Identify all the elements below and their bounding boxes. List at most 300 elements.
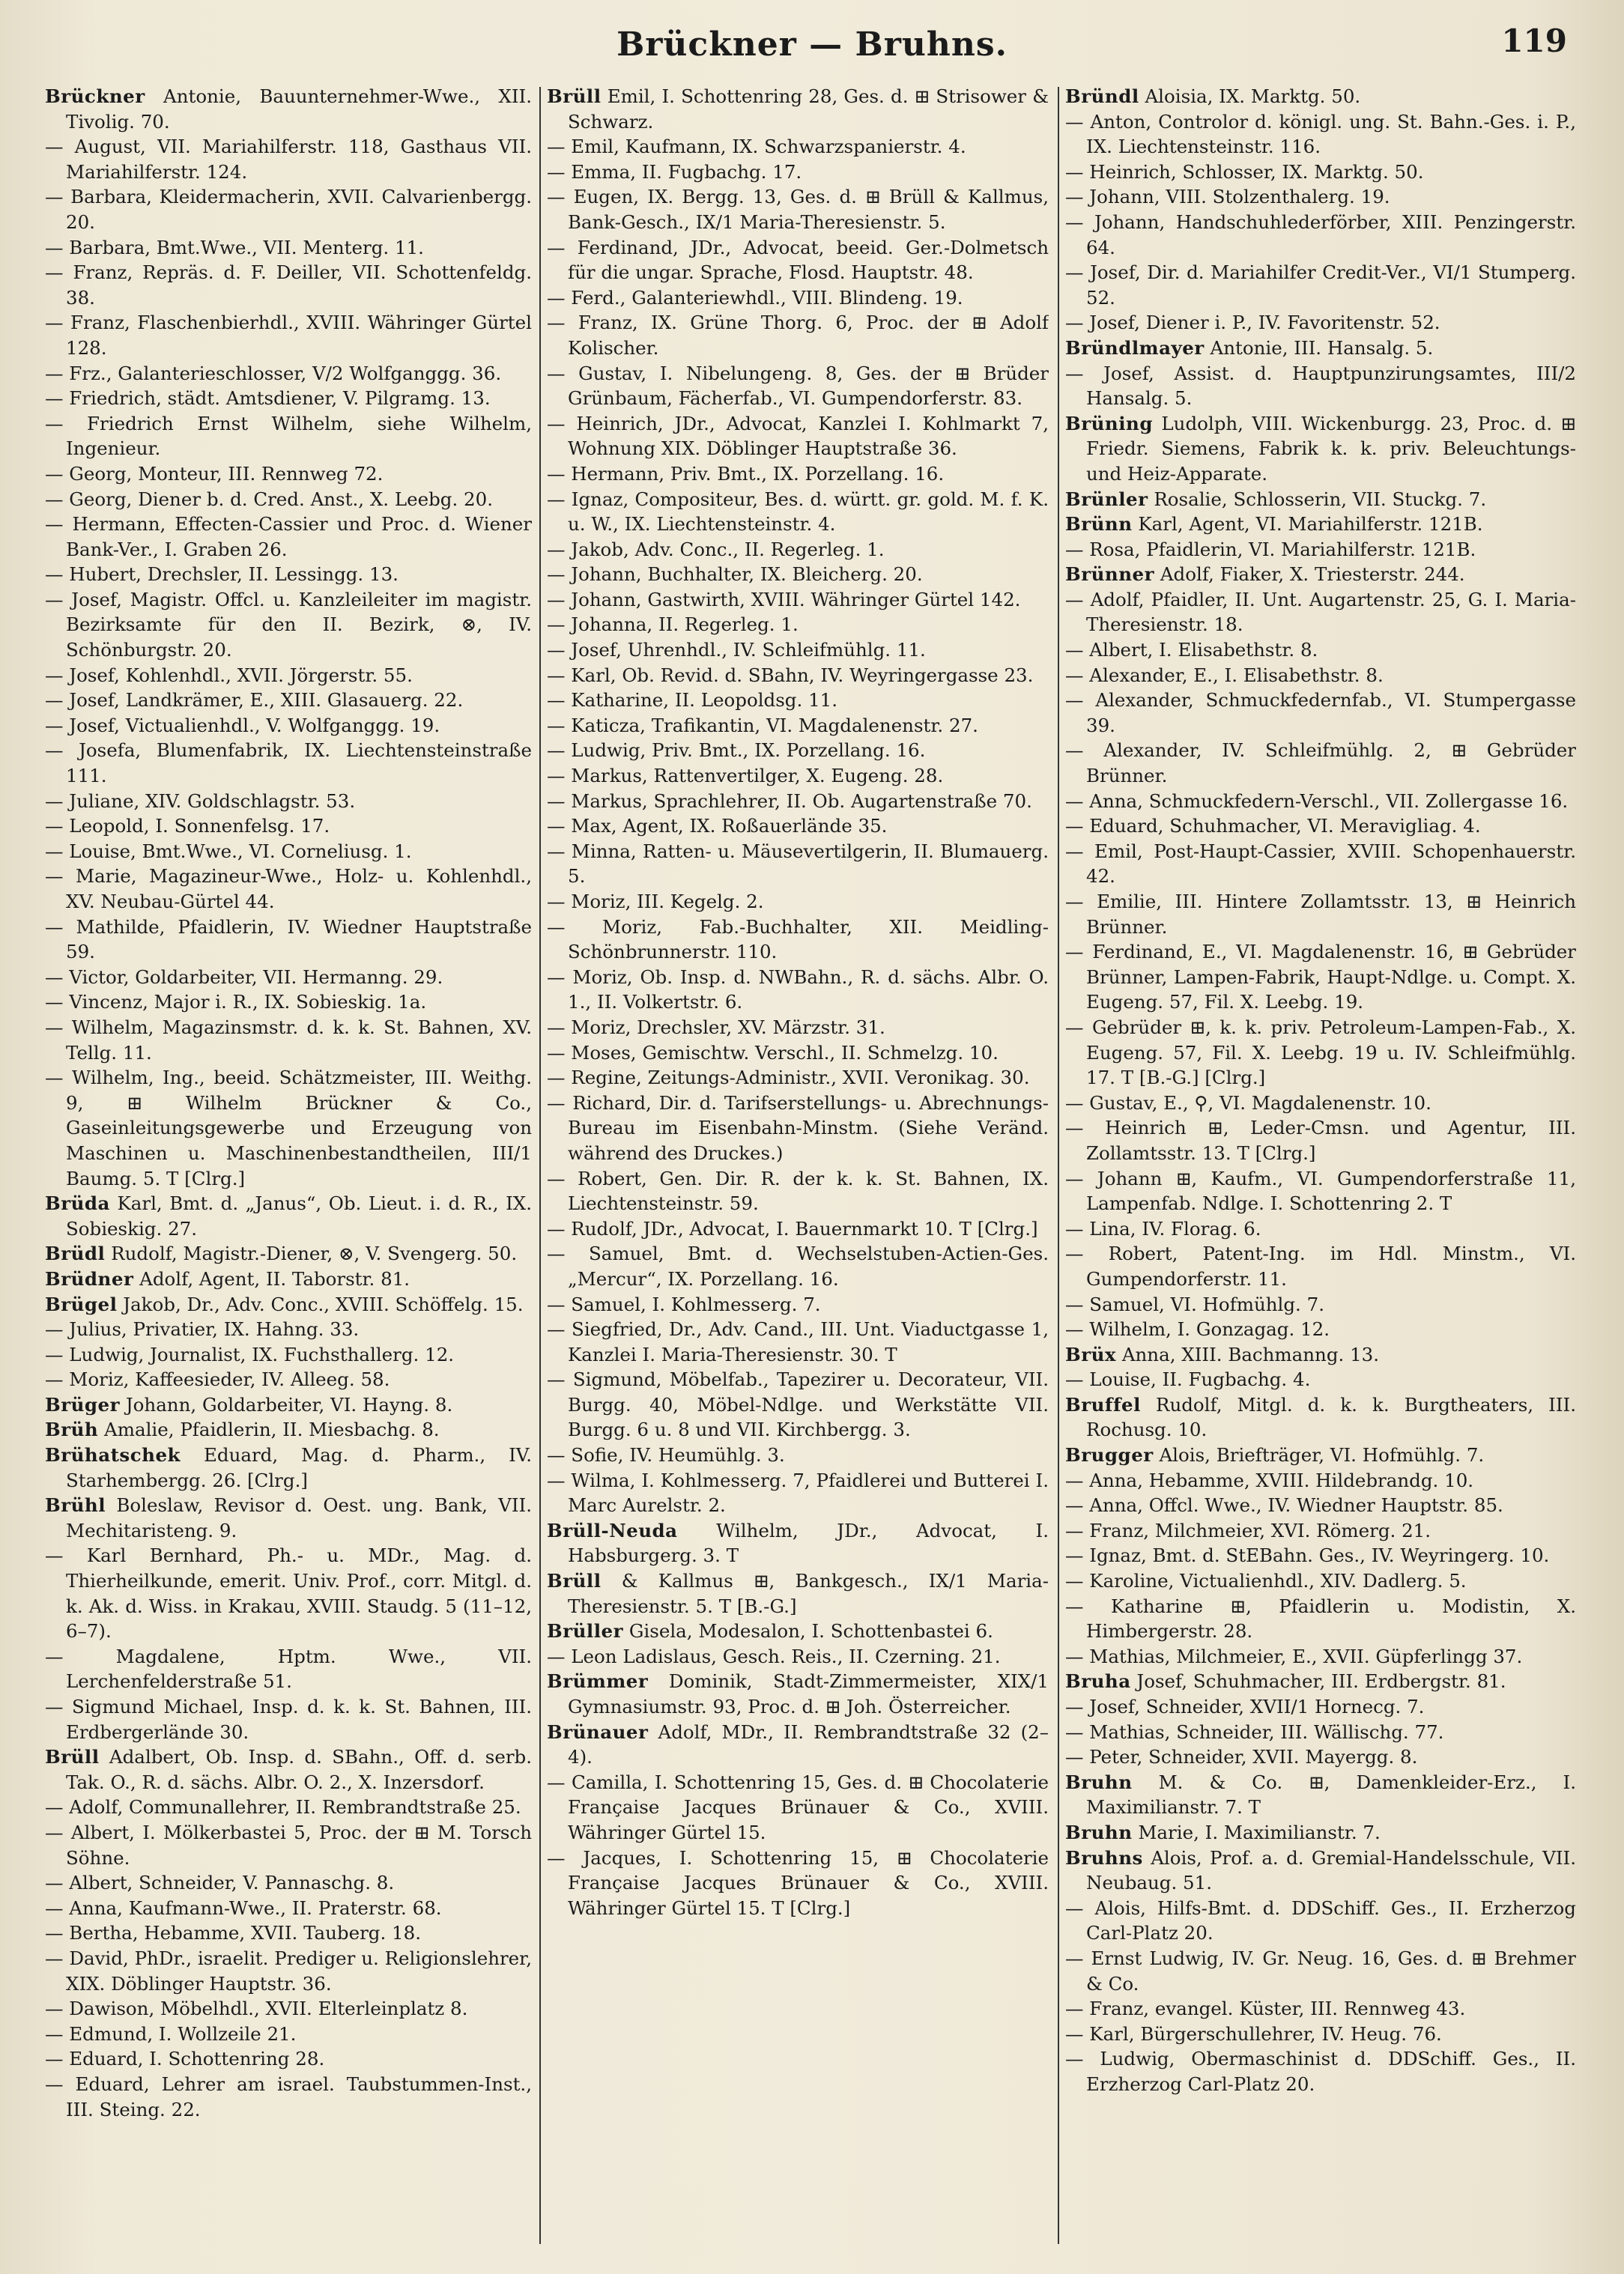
entry-details: Aloisia, IX. Marktg. 50. <box>1139 85 1361 107</box>
directory-entry <box>547 889 1049 915</box>
entry-details: — Camilla, I. Schottenring 15, Ges. d. ⊞ Chocolaterie Française Jacques Brünauer & Co., XVIII. Währinger Gürtel 15. <box>547 1771 1049 1843</box>
directory-entry <box>45 789 532 814</box>
entry-details: — Ferdinand, E., VI. Magdalenenstr. 16, ⊞ Gebrüder Brünner, Lampen-Fabrik, Haupt-Ndlge. u. Compt. X. Eugeng. 57, Fil. X. Leebg. 19. <box>1065 941 1576 1013</box>
directory-entry <box>45 813 532 839</box>
directory-entry <box>45 1870 532 1896</box>
directory-entry <box>45 361 532 386</box>
directory-entry <box>547 1770 1049 1846</box>
directory-entry <box>1065 789 1576 814</box>
entry-details: — Alexander, E., I. Elisabethstr. 8. <box>1065 664 1384 686</box>
entry-details: — Franz, IX. Grüne Thorg. 6, Proc. der ⊞ Adolf Kolischer. <box>547 312 1049 359</box>
entry-surname: Brühatschek <box>45 1444 181 1467</box>
entry-details: — Johann, Gastwirth, XVIII. Währinger Gürtel 142. <box>547 588 1021 610</box>
directory-entry <box>1065 1518 1576 1544</box>
entry-details: — Barbara, Bmt.Wwe., VII. Menterg. 11. <box>45 236 424 258</box>
entry-surname: Brüll <box>45 1746 100 1768</box>
entry-details: — Johann ⊞, Kaufm., VI. Gumpendorferstraße 11, Lampenfab. Ndlge. I. Schottenring 2. T <box>1065 1167 1576 1215</box>
directory-entry <box>547 1443 1049 1468</box>
directory-entry <box>45 738 532 788</box>
entry-details: Eduard, Mag. d. Pharm., IV. Starhembergg. 26. [Clrg.] <box>66 1444 532 1491</box>
directory-entry <box>45 411 532 461</box>
directory-entry <box>45 1795 532 1820</box>
entry-details: — Gustav, I. Nibelungeng. 8, Ges. der ⊞ Brüder Grünbaum, Fächerfab., VI. Gumpendorferstr. 83. <box>547 362 1049 410</box>
directory-entry <box>1065 1896 1576 1946</box>
entry-details: M. & Co. ⊞, Damenkleider-Erz., I. Maximilianstr. 7. T <box>1086 1771 1576 1819</box>
directory-entry <box>547 461 1049 487</box>
entry-details: — Wilma, I. Kohlmesserg. 7, Pfaidlerei und Butterei I. Marc Aurelstr. 2. <box>547 1469 1049 1517</box>
directory-entry <box>1065 109 1576 160</box>
directory-entry <box>1065 1568 1576 1594</box>
directory-entry <box>45 915 532 965</box>
entry-details: — Franz, evangel. Küster, III. Rennweg 43. <box>1065 1998 1466 2020</box>
directory-entry <box>1065 839 1576 889</box>
entry-details: Karl, Bmt. d. „Janus“, Ob. Lieut. i. d. R., IX. Sobieskig. 27. <box>66 1192 532 1240</box>
directory-entry <box>547 1241 1049 1291</box>
entry-details: — Albert, I. Mölkerbastei 5, Proc. der ⊞ M. Torsch Söhne. <box>45 1821 532 1869</box>
entry-details: — Robert, Patent-Ing. im Hdl. Minstm., VI. Gumpendorferstr. 11. <box>1065 1243 1576 1290</box>
directory-entry <box>547 1040 1049 1066</box>
entry-details: — Josef, Dir. d. Mariahilfer Credit-Ver., VI/1 Stumperg. 52. <box>1065 261 1576 309</box>
directory-entry <box>547 562 1049 587</box>
entry-details: — Ferd., Galanteriewhdl., VIII. Blindeng. 19. <box>547 286 963 309</box>
entry-details: — Eduard, I. Schottenring 28. <box>45 2048 325 2070</box>
directory-entry <box>547 285 1049 311</box>
entry-details: — Katharine ⊞, Pfaidlerin u. Modistin, X. Himbergerstr. 28. <box>1065 1595 1576 1643</box>
directory-entry <box>1065 1292 1576 1318</box>
directory-entry <box>1065 1694 1576 1720</box>
directory-entry <box>547 915 1049 965</box>
entry-details: — Ludwig, Priv. Bmt., IX. Porzellang. 16. <box>547 739 926 762</box>
directory-entry <box>45 1896 532 1921</box>
entry-surname: Bruhn <box>1065 1821 1133 1843</box>
entry-details: — Peter, Schneider, XVII. Mayergg. 8. <box>1065 1746 1418 1768</box>
entry-details: — Edmund, I. Wollzeile 21. <box>45 2022 297 2045</box>
entry-details: — Franz, Flaschenbierhdl., XVIII. Währinger Gürtel 128. <box>45 312 532 359</box>
entry-surname: Brüll <box>547 85 602 107</box>
entry-details: — Karl, Ob. Revid. d. SBahn, IV. Weyringergasse 23. <box>547 664 1034 686</box>
directory-entry <box>1065 1543 1576 1568</box>
entry-details: Rudolf, Mitgl. d. k. k. Burgtheaters, III. Rochusg. 10. <box>1086 1393 1576 1441</box>
directory-entry <box>45 2046 532 2072</box>
directory-entry <box>1065 637 1576 663</box>
entry-details: — Josef, Assist. d. Hauptpunzirungsamtes, III/2 Hansalg. 5. <box>1065 362 1576 410</box>
entry-details: — Katharine, II. Leopoldsg. 11. <box>547 689 838 712</box>
entry-surname: Bründlmayer <box>1065 336 1205 359</box>
directory-entry <box>547 688 1049 713</box>
entry-details: — Alois, Hilfs-Bmt. d. DDSchiff. Ges., II. Erzherzog Carl-Platz 20. <box>1065 1896 1576 1944</box>
directory-entry <box>547 1846 1049 1921</box>
entry-details: — Alexander, IV. Schleifmühlg. 2, ⊞ Gebrüder Brünner. <box>1065 739 1576 787</box>
directory-entry <box>547 1518 1049 1568</box>
entry-details: — Ludwig, Obermaschinist d. DDSchiff. Ges., II. Erzherzog Carl-Platz 20. <box>1065 2048 1576 2095</box>
entry-details: — Katicza, Trafikantin, VI. Magdalenenstr. 27. <box>547 714 978 736</box>
directory-entry <box>45 487 532 512</box>
directory-entry <box>547 1568 1049 1619</box>
entry-details: — Adolf, Pfaidler, II. Unt. Augartenstr. 25, G. I. Maria-Theresienstr. 18. <box>1065 588 1576 636</box>
entry-details: Jakob, Dr., Adv. Conc., XVIII. Schöffelg. 15. <box>117 1293 524 1315</box>
running-head-title: Brückner — Bruhns. <box>616 25 1008 64</box>
entry-details: — Eugen, IX. Bergg. 13, Ges. d. ⊞ Brüll & Kallmus, Bank-Gesch., IX/1 Maria-Theresienstr. 5. <box>547 186 1049 233</box>
directory-entry <box>547 487 1049 537</box>
directory-entry <box>1065 260 1576 310</box>
directory-entry <box>547 184 1049 234</box>
directory-entry <box>547 587 1049 613</box>
directory-entry <box>1065 160 1576 185</box>
page-header <box>52 21 1572 73</box>
directory-entry <box>547 1091 1049 1166</box>
column-divider <box>1058 87 1059 2244</box>
entry-details: — Johanna, II. Regerleg. 1. <box>547 613 799 636</box>
directory-entry <box>45 688 532 713</box>
directory-entry <box>45 1417 532 1443</box>
directory-entry <box>45 1191 532 1241</box>
entry-details: — Markus, Rattenvertilger, X. Eugeng. 28. <box>547 765 944 787</box>
directory-entry <box>1065 1669 1576 1694</box>
entry-details: — Louise, Bmt.Wwe., VI. Corneliusg. 1. <box>45 840 412 862</box>
entry-details: — Ernst Ludwig, IV. Gr. Neug. 16, Ges. d. ⊞ Brehmer & Co. <box>1065 1947 1576 1995</box>
entry-details: — Eduard, Schuhmacher, VI. Meravigliag. 4. <box>1065 815 1481 837</box>
directory-entry <box>547 965 1049 1015</box>
directory-entry <box>1065 1996 1576 2022</box>
entry-details: — Josef, Landkrämer, E., XIII. Glasauerg. 22. <box>45 689 464 712</box>
entry-details: — Emil, Post-Haupt-Cassier, XVIII. Schopenhauerstr. 42. <box>1065 840 1576 888</box>
directory-entry <box>547 1216 1049 1242</box>
entry-details: Emil, I. Schottenring 28, Ges. d. ⊞ Strisower & Schwarz. <box>568 85 1049 133</box>
directory-entry <box>547 1619 1049 1644</box>
directory-entry <box>1065 663 1576 688</box>
directory-entry <box>1065 1720 1576 1745</box>
entry-details: — Sofie, IV. Heumühlg. 3. <box>547 1444 785 1467</box>
directory-entry <box>1065 1946 1576 1996</box>
entry-details: — Samuel, I. Kohlmesserg. 7. <box>547 1293 821 1315</box>
entry-details: Alois, Briefträger, VI. Hofmühlg. 7. <box>1153 1444 1485 1467</box>
entry-details: — Johann, Buchhalter, IX. Bleicherg. 20. <box>547 563 923 586</box>
entry-details: — Emil, Kaufmann, IX. Schwarzspanierstr. 4. <box>547 136 966 158</box>
directory-entry <box>547 84 1049 134</box>
directory-columns <box>45 84 1576 2256</box>
entry-details: Josef, Schuhmacher, III. Erdbergstr. 81. <box>1130 1670 1506 1693</box>
directory-entry <box>547 663 1049 688</box>
directory-entry <box>1065 1216 1576 1242</box>
directory-entry <box>1065 1317 1576 1342</box>
entry-surname: Brugger <box>1065 1444 1154 1467</box>
entry-surname: Brückner <box>45 85 145 107</box>
entry-surname: Brüll <box>547 1570 602 1592</box>
entry-details: — Anna, Offcl. Wwe., IV. Wiedner Hauptstr. 85. <box>1065 1494 1503 1517</box>
directory-entry <box>547 1292 1049 1318</box>
directory-entry <box>1065 184 1576 210</box>
directory-entry <box>1065 1342 1576 1368</box>
entry-details: — Rudolf, JDr., Advocat, I. Bauernmarkt 10. T [Clrg.] <box>547 1217 1038 1240</box>
directory-entry <box>1065 1367 1576 1392</box>
entry-details: — Rosa, Pfaidlerin, VI. Mariahilferstr. 121B. <box>1065 538 1476 560</box>
directory-entry <box>547 763 1049 789</box>
entry-details: — Emilie, III. Hintere Zollamtsstr. 13, ⊞ Heinrich Brünner. <box>1065 891 1576 938</box>
entry-details: — Franz, Repräs. d. F. Deiller, VII. Schottenfeldg. 38. <box>45 261 532 309</box>
directory-entry <box>45 1920 532 1946</box>
directory-entry <box>547 1317 1049 1367</box>
entry-details: — Markus, Sprachlehrer, II. Ob. Augartenstraße 70. <box>547 789 1032 812</box>
directory-entry <box>1065 1820 1576 1846</box>
entry-details: — Moriz, Fab.-Buchhalter, XII. Meidling-Schönbrunnerstr. 110. <box>547 915 1049 963</box>
entry-details: Adolf, MDr., II. Rembrandtstraße 32 (2–4). <box>568 1720 1049 1768</box>
entry-surname: Brüll-Neuda <box>547 1519 678 1541</box>
entry-surname: Brümmer <box>547 1670 649 1693</box>
directory-entry <box>45 1317 532 1342</box>
entry-details: — Karl Bernhard, Ph.- u. MDr., Mag. d. Thierheilkunde, emerit. Univ. Prof., corr. Mitgl. d. k. Ak. d. Wiss. in Krakau, XVIII. Staudg. 5 (11–12, 6–7). <box>45 1544 532 1643</box>
directory-entry <box>1065 1468 1576 1494</box>
directory-entry <box>45 587 532 663</box>
entry-surname: Bruha <box>1065 1670 1131 1693</box>
entry-details: — Hermann, Priv. Bmt., IX. Porzellang. 16. <box>547 462 945 485</box>
entry-details: — Ludwig, Journalist, IX. Fuchsthallerg. 12. <box>45 1343 455 1365</box>
entry-details: — Gustav, E., ⚲, VI. Magdalenenstr. 10. <box>1065 1091 1431 1114</box>
entry-details: — Mathias, Schneider, III. Wällischg. 77. <box>1065 1720 1444 1743</box>
directory-entry <box>1065 1115 1576 1165</box>
directory-entry <box>1065 1493 1576 1518</box>
directory-entry <box>1065 84 1576 109</box>
entry-details: — Moriz, Drechsler, XV. Märzstr. 31. <box>547 1016 885 1038</box>
entry-details: — Minna, Ratten- u. Mäusevertilgerin, II. Blumauerg. 5. <box>547 840 1049 888</box>
entry-surname: Bruffel <box>1065 1393 1141 1416</box>
entry-details: Adolf, Fiaker, X. Triesterstr. 244. <box>1154 563 1465 586</box>
entry-details: — Louise, II. Fugbachg. 4. <box>1065 1368 1311 1391</box>
directory-entry <box>45 386 532 411</box>
directory-entry <box>547 713 1049 739</box>
directory-entry <box>1065 889 1576 939</box>
entry-details: — Heinrich ⊞, Leder-Cmsn. und Agentur, III. Zollamtsstr. 13. T [Clrg.] <box>1065 1117 1576 1164</box>
entry-details: — Mathilde, Pfaidlerin, IV. Wiedner Hauptstraße 59. <box>45 915 532 963</box>
entry-details: — Heinrich, Schlosser, IX. Marktg. 50. <box>1065 160 1424 183</box>
entry-surname: Brünler <box>1065 488 1148 510</box>
directory-entry <box>1065 1166 1576 1216</box>
entry-details: — Georg, Monteur, III. Rennweg 72. <box>45 462 384 485</box>
directory-entry <box>45 1443 532 1493</box>
directory-entry <box>45 713 532 739</box>
directory-entry <box>45 989 532 1015</box>
entry-surname: Bründl <box>1065 85 1139 107</box>
directory-entry <box>45 562 532 587</box>
entry-details: — Moriz, Kaffeesieder, IV. Alleeg. 58. <box>45 1368 390 1391</box>
entry-details: Anna, XIII. Bachmanng. 13. <box>1116 1343 1380 1365</box>
entry-details: Amalie, Pfaidlerin, II. Miesbachg. 8. <box>98 1419 440 1441</box>
entry-surname: Brüger <box>45 1393 121 1416</box>
directory-entry <box>1065 1015 1576 1091</box>
directory-entry <box>547 310 1049 360</box>
directory-entry <box>45 1392 532 1418</box>
entry-details: Antonie, Bauunternehmer-Wwe., XII. Tivolig. 70. <box>66 85 532 133</box>
entry-details: — Emma, II. Fugbachg. 17. <box>547 160 802 183</box>
entry-surname: Brünn <box>1065 513 1133 536</box>
entry-details: — Leopold, I. Sonnenfelsg. 17. <box>45 815 330 837</box>
entry-details: — Josef, Victualienhdl., V. Wolfganggg. 19. <box>45 714 440 736</box>
entry-details: — Samuel, Bmt. d. Wechselstuben-Actien-Ges. „Mercur“, IX. Porzellang. 16. <box>547 1243 1049 1290</box>
directory-entry <box>1065 738 1576 788</box>
entry-details: — Wilhelm, I. Gonzagag. 12. <box>1065 1318 1330 1341</box>
entry-details: — Josef, Schneider, XVII/1 Hornecg. 7. <box>1065 1696 1425 1717</box>
directory-entry <box>1065 562 1576 587</box>
directory-entry <box>1065 688 1576 738</box>
entry-details: — Adolf, Communallehrer, II. Rembrandtstraße 25. <box>45 1796 521 1819</box>
directory-entry <box>45 184 532 234</box>
column-2 <box>547 84 1049 2256</box>
entry-details: — Victor, Goldarbeiter, VII. Hermanng. 29. <box>45 965 443 988</box>
entry-details: — David, PhDr., israelit. Prediger u. Religionslehrer, XIX. Döblinger Hauptstr. 36. <box>45 1947 532 1995</box>
entry-details: — Albert, I. Elisabethstr. 8. <box>1065 639 1318 661</box>
entry-details: — Josefa, Blumenfabrik, IX. Liechtensteinstraße 111. <box>45 739 532 787</box>
entry-details: — Max, Agent, IX. Roßauerlände 35. <box>547 815 888 837</box>
entry-details: Ludolph, VIII. Wickenburgg. 23, Proc. d. ⊞ Friedr. Siemens, Fabrik k. k. priv. Beleuchtungs- und Heiz-Apparate. <box>1086 412 1576 485</box>
entry-details: — Friedrich, städt. Amtsdiener, V. Pilgramg. 13. <box>45 387 491 410</box>
directory-entry <box>45 1694 532 1744</box>
directory-entry <box>45 2022 532 2047</box>
directory-entry <box>45 1267 532 1292</box>
directory-entry <box>45 1342 532 1368</box>
entry-details: Adalbert, Ob. Insp. d. SBahn., Off. d. serb. Tak. O., R. d. sächs. Albr. O. 2., X. Inzersdorf. <box>66 1746 532 1793</box>
directory-entry <box>45 1644 532 1694</box>
directory-entry <box>45 965 532 990</box>
directory-entry <box>1065 1594 1576 1644</box>
entry-details: Adolf, Agent, II. Taborstr. 81. <box>133 1267 410 1290</box>
directory-entry <box>547 1015 1049 1040</box>
entry-details: — Richard, Dir. d. Tarifserstellungs- u. Abrechnungs-Bureau im Eisenbahn-Minstm. (Siehe Veränd. während des Druckes.) <box>547 1091 1049 1164</box>
column-3 <box>1065 84 1576 2256</box>
directory-entry <box>547 813 1049 839</box>
entry-details: Johann, Goldarbeiter, VI. Hayng. 8. <box>120 1393 453 1416</box>
entry-surname: Bruhn <box>1065 1771 1133 1793</box>
directory-entry <box>1065 411 1576 487</box>
entry-details: — Johann, VIII. Stolzenthalerg. 19. <box>1065 186 1390 208</box>
entry-details: — Sigmund, Möbelfab., Tapezirer u. Decorateur, VII. Burgg. 40, Möbel-Ndlge. und Werkstätte VII. Burgg. 6 u. 8 und VII. Kirchbergg. 3. <box>547 1368 1049 1441</box>
column-divider <box>539 87 541 2244</box>
directory-entry <box>1065 1392 1576 1443</box>
directory-entry <box>547 361 1049 411</box>
entry-details: — Johann, Handschuhlederförber, XIII. Penzingerstr. 64. <box>1065 210 1576 258</box>
entry-details: — Hubert, Drechsler, II. Lessingg. 13. <box>45 563 399 586</box>
directory-entry <box>1065 310 1576 336</box>
directory-entry <box>45 2072 532 2122</box>
entry-details: — Georg, Diener b. d. Cred. Anst., X. Leebg. 20. <box>45 488 494 510</box>
entry-details: Dominik, Stadt-Zimmermeister, XIX/1 Gymnasiumstr. 93, Proc. d. ⊞ Joh. Österreicher. <box>568 1670 1049 1717</box>
entry-surname: Brüdner <box>45 1267 134 1290</box>
entry-surname: Brüx <box>1065 1343 1117 1365</box>
entry-surname: Brüda <box>45 1192 110 1215</box>
directory-entry <box>547 1669 1049 1719</box>
directory-entry <box>1065 210 1576 260</box>
directory-entry <box>1065 1241 1576 1291</box>
entry-details: — Ignaz, Compositeur, Bes. d. württ. gr. gold. M. f. K. u. W., IX. Liechtensteinstr. 4. <box>547 488 1049 536</box>
entry-surname: Brühl <box>45 1494 106 1517</box>
directory-entry <box>1065 1091 1576 1116</box>
entry-details: — Wilhelm, Ing., beeid. Schätzmeister, III. Weithg. 9, ⊞ Wilhelm Brückner & Co., Gaseinleitungsgewerbe und Erzeugung von Maschinen u. Maschinenbestandtheilen, III/1 Baumg. 5. T [Clrg.] <box>45 1067 532 1189</box>
entry-details: — Wilhelm, Magazinsmstr. d. k. k. St. Bahnen, XV. Tellg. 11. <box>45 1016 532 1064</box>
entry-details: — Julius, Privatier, IX. Hahng. 33. <box>45 1318 360 1341</box>
directory-entry <box>1065 537 1576 563</box>
entry-surname: Brünner <box>1065 563 1155 586</box>
entry-details: — Dawison, Möbelhdl., XVII. Elterleinplatz 8. <box>45 1998 468 2020</box>
directory-entry <box>547 1166 1049 1216</box>
entry-details: — Karoline, Victualienhdl., XIV. Dadlerg. 5. <box>1065 1570 1467 1592</box>
entry-details: — Gebrüder ⊞, k. k. priv. Petroleum-Lampen-Fab., X. Eugeng. 57, Fil. X. Leebg. 19 u. IV. Schleifmühlg. 17. T [B.-G.] [Clrg.] <box>1065 1016 1576 1089</box>
column-1 <box>45 84 532 2256</box>
entry-details: — Lina, IV. Florag. 6. <box>1065 1217 1261 1240</box>
directory-entry <box>547 134 1049 160</box>
entry-details: — Marie, Magazineur-Wwe., Holz- u. Kohlenhdl., XV. Neubau-Gürtel 44. <box>45 865 532 912</box>
directory-entry <box>45 1946 532 1996</box>
entry-details: Marie, I. Maximilianstr. 7. <box>1132 1821 1381 1843</box>
directory-entry <box>45 1241 532 1267</box>
directory-entry <box>45 1543 532 1643</box>
entry-details: — Moriz, III. Kegelg. 2. <box>547 891 764 912</box>
entry-details: — Jakob, Adv. Conc., II. Regerleg. 1. <box>547 538 885 560</box>
entry-details: — Siegfried, Dr., Adv. Cand., III. Unt. Viaductgasse 1, Kanzlei I. Maria-Theresienstr. 30. T <box>547 1318 1049 1365</box>
entry-details: Boleslaw, Revisor d. Oest. ung. Bank, VII. Mechitaristeng. 9. <box>66 1494 532 1541</box>
directory-entry <box>45 1015 532 1065</box>
directory-entry <box>1065 512 1576 537</box>
directory-entry <box>547 1468 1049 1518</box>
directory-entry <box>45 1292 532 1318</box>
directory-entry <box>547 839 1049 889</box>
entry-details: — Karl, Bürgerschullehrer, IV. Heug. 76. <box>1065 2022 1442 2045</box>
entry-details: Antonie, III. Hansalg. 5. <box>1204 336 1434 359</box>
directory-entry <box>547 738 1049 763</box>
entry-surname: Brüh <box>45 1419 99 1441</box>
entry-details: — Jacques, I. Schottenring 15, ⊞ Chocolaterie Française Jacques Brünauer & Co., XVIII. Währinger Gürtel 15. T [Clrg.] <box>547 1846 1049 1919</box>
entry-details: — Frz., Galanterieschlosser, V/2 Wolfganggg. 36. <box>45 362 502 384</box>
directory-entry <box>547 1644 1049 1670</box>
entry-details: — Anton, Controlor d. königl. ung. St. Bahn.-Ges. i. P., IX. Liechtensteinstr. 116. <box>1065 110 1576 158</box>
directory-entry <box>45 839 532 864</box>
directory-entry <box>547 1720 1049 1770</box>
directory-entry <box>45 260 532 310</box>
entry-details: — Eduard, Lehrer am israel. Taubstummen-Inst., III. Steing. 22. <box>45 2073 532 2120</box>
entry-details: — Vincenz, Major i. R., IX. Sobieskig. 1a. <box>45 991 427 1013</box>
directory-entry <box>547 612 1049 637</box>
entry-details: — Friedrich Ernst Wilhelm, siehe Wilhelm, Ingenieur. <box>45 412 532 460</box>
entry-details: — Bertha, Hebamme, XVII. Tauberg. 18. <box>45 1922 422 1944</box>
entry-details: — Robert, Gen. Dir. R. der k. k. St. Bahnen, IX. Liechtensteinstr. 59. <box>547 1167 1049 1215</box>
entry-details: — Josef, Magistr. Offcl. u. Kanzleileiter im magistr. Bezirksamte für den II. Bezirk, ⊗, IV. Schönburgstr. 20. <box>45 588 532 661</box>
directory-entry <box>547 789 1049 814</box>
directory-entry <box>45 84 532 134</box>
entry-details: — Josef, Uhrenhdl., IV. Schleifmühlg. 11. <box>547 639 926 661</box>
directory-entry <box>547 637 1049 663</box>
entry-details: — Magdalene, Hptm. Wwe., VII. Lerchenfelderstraße 51. <box>45 1645 532 1693</box>
page-number: 119 <box>1501 22 1567 59</box>
entry-details: — Anna, Schmuckfedern-Verschl., VII. Zollergasse 16. <box>1065 789 1569 812</box>
directory-entry <box>1065 1644 1576 1670</box>
directory-entry <box>45 1996 532 2022</box>
directory-entry <box>1065 939 1576 1015</box>
directory-entry <box>45 1065 532 1191</box>
entry-details: — Leon Ladislaus, Gesch. Reis., II. Czerning. 21. <box>547 1645 1001 1667</box>
directory-entry <box>45 864 532 914</box>
directory-entry <box>1065 1443 1576 1468</box>
entry-details: — Ferdinand, JDr., Advocat, beeid. Ger.-Dolmetsch für die ungar. Sprache, Flosd. Hauptstr. 48. <box>547 236 1049 284</box>
directory-entry <box>45 1367 532 1392</box>
directory-entry <box>1065 2046 1576 2096</box>
entry-details: — Heinrich, JDr., Advocat, Kanzlei I. Kohlmarkt 7, Wohnung XIX. Döblinger Hauptstraße 36. <box>547 412 1049 460</box>
directory-entry <box>45 235 532 261</box>
entry-surname: Brüller <box>547 1620 624 1643</box>
entry-details: Alois, Prof. a. d. Gremial-Handelsschule, VII. Neubaug. 51. <box>1086 1846 1576 1894</box>
entry-details: Rosalie, Schlosserin, VII. Stuckg. 7. <box>1148 488 1487 510</box>
directory-entry <box>1065 361 1576 411</box>
directory-entry <box>1065 1770 1576 1820</box>
directory-entry <box>1065 813 1576 839</box>
entry-surname: Brüning <box>1065 412 1153 434</box>
directory-entry <box>1065 487 1576 512</box>
